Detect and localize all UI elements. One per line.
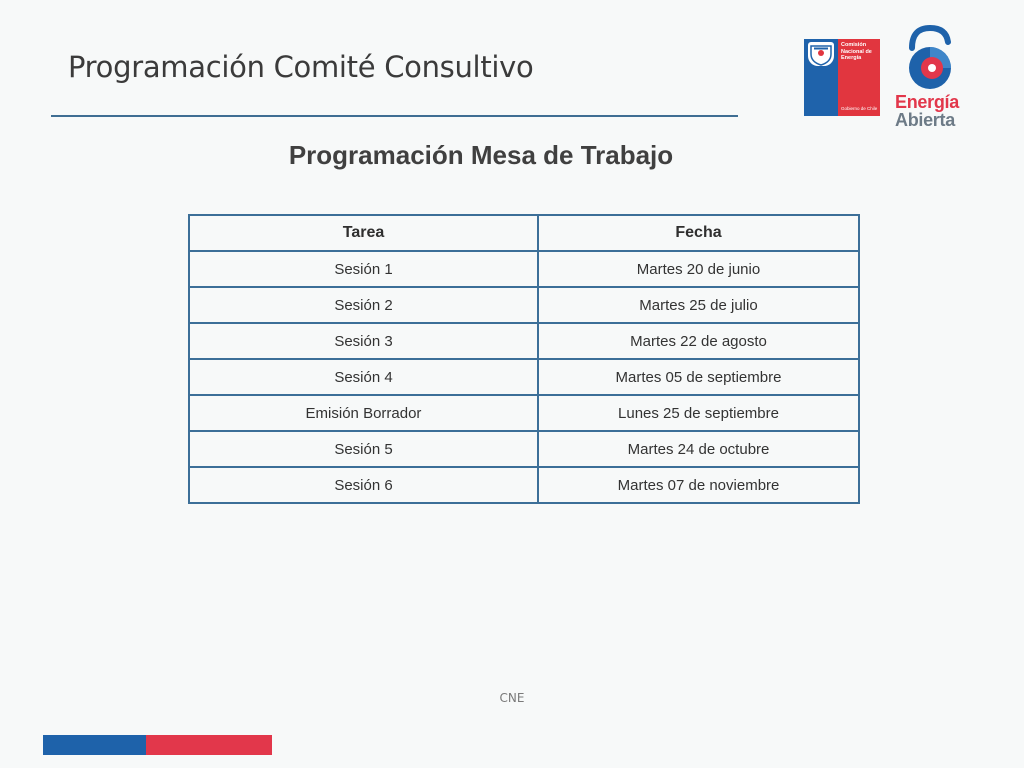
table-row	[189, 395, 859, 431]
cell-tarea: Sesión 6	[189, 467, 538, 503]
table-row	[189, 359, 859, 395]
column-header-tarea: Tarea	[189, 215, 538, 251]
cell-fecha: Martes 24 de octubre	[538, 431, 859, 467]
cell-fecha: Martes 25 de julio	[538, 287, 859, 323]
cne-logo-tagline: Gobierno de Chile	[841, 106, 878, 111]
cell-tarea: Sesión 4	[189, 359, 538, 395]
cell-fecha: Martes 20 de junio	[538, 251, 859, 287]
energia-abierta-logo	[890, 24, 970, 134]
footer-label: CNE	[499, 691, 525, 705]
cne-logo-line: Nacional de	[841, 48, 872, 55]
cell-fecha: Martes 05 de septiembre	[538, 359, 859, 395]
energia-abierta-line2: Abierta	[895, 110, 955, 130]
cell-tarea: Sesión 3	[189, 323, 538, 359]
footer-brand-bar-red	[146, 735, 272, 755]
cell-fecha: Martes 22 de agosto	[538, 323, 859, 359]
page-title: Programación Comité Consultivo	[68, 50, 534, 84]
padlock-icon	[890, 24, 970, 92]
cell-tarea: Sesión 5	[189, 431, 538, 467]
cell-tarea: Emisión Borrador	[189, 395, 538, 431]
table-header-row	[189, 215, 859, 251]
table-row	[189, 287, 859, 323]
cell-tarea: Sesión 1	[189, 251, 538, 287]
footer-brand-bar-blue	[43, 735, 146, 755]
cne-logo-blue-band	[804, 39, 838, 116]
cell-fecha: Martes 07 de noviembre	[538, 467, 859, 503]
schedule-table	[188, 214, 860, 504]
cne-logo-line: Comisión	[841, 42, 867, 48]
table-row	[189, 467, 859, 503]
energia-abierta-line1: Energía	[895, 92, 959, 112]
cell-tarea: Sesión 2	[189, 287, 538, 323]
table-row	[189, 431, 859, 467]
cne-logo	[804, 39, 880, 116]
coat-of-arms-icon	[808, 42, 834, 66]
cne-logo-text	[841, 42, 879, 62]
table-row	[189, 323, 859, 359]
table-row	[189, 251, 859, 287]
section-subtitle: Programación Mesa de Trabajo	[288, 140, 674, 170]
column-header-fecha: Fecha	[538, 215, 859, 251]
title-divider	[51, 115, 738, 117]
cne-logo-line: Energía	[841, 55, 862, 61]
cell-fecha: Lunes 25 de septiembre	[538, 395, 859, 431]
